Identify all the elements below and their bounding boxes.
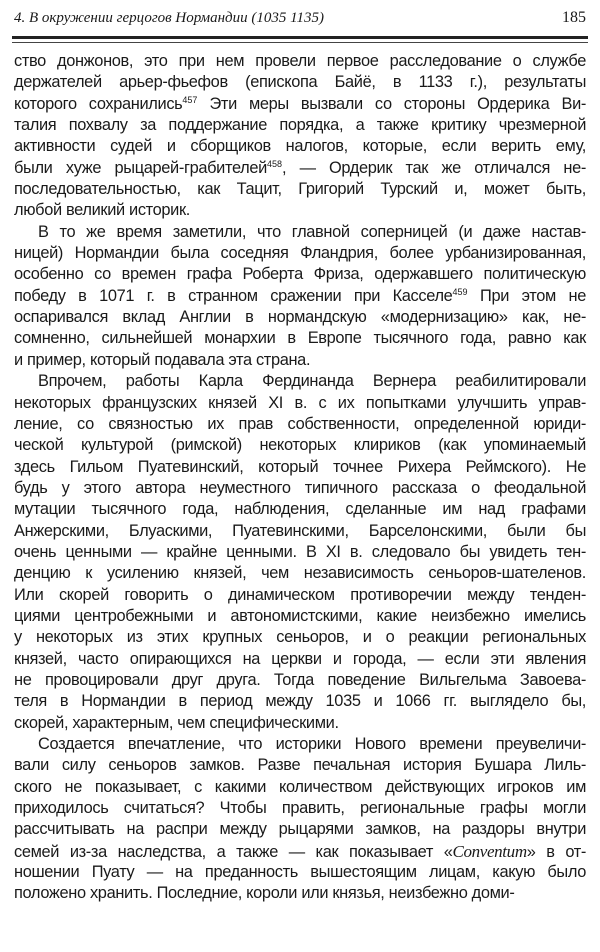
- paragraph: [14, 222, 586, 371]
- text-segment: не провоцировали друг друга. Тогда поведение Вильгельма Завоева-: [14, 670, 586, 689]
- text-line: [14, 627, 586, 648]
- page-number: 185: [562, 9, 586, 26]
- text-segment: ношении Пуату — на преданность вышестоящим лицам, какую было: [14, 863, 586, 882]
- text-segment: ство донжонов, это при нем провели первое расследование о службе: [14, 52, 586, 70]
- text-segment: приходилось считаться? Чтобы править, региональные графы могли: [14, 799, 586, 818]
- text-line: [14, 499, 586, 520]
- text-segment: циями центробежными и автономистскими, какие неизбежно имелись: [14, 606, 586, 625]
- text-line: [14, 734, 586, 755]
- text-line: [14, 755, 586, 776]
- text-line: [14, 841, 586, 862]
- running-header: [14, 8, 586, 32]
- text-segment: любой великий историк.: [14, 201, 191, 220]
- text-segment: некоторых французских князей XI в. с их попытками улучшить управ-: [14, 393, 586, 412]
- text-segment: сомненно, сильнейшей монархии в Европе тысячного года, равно как: [14, 329, 586, 348]
- text-line: [14, 51, 586, 72]
- text-segment: мутации тысячного года, наблюдения, сделанные им над графами: [14, 500, 586, 519]
- header-rule-thick: [12, 36, 588, 39]
- text-segment: денцию к усилению князей, чем независимость сеньоров-шателенов.: [14, 564, 586, 583]
- text-segment: ницей) Нормандии была соседняя Фландрия, более урбанизированная,: [14, 244, 586, 263]
- text-line: [14, 94, 586, 115]
- text-line: [14, 158, 586, 179]
- footnote-ref: 459: [452, 286, 468, 297]
- text-segment: держателей арьер-фьефов (епископа Байё, в 1133 г.), результаты: [14, 73, 586, 92]
- text-line: [14, 819, 586, 840]
- text-segment: Анжерскими, Блуаскими, Пуатевинскими, Барселонскими, были бы: [14, 521, 586, 540]
- text-segment: » в от-: [526, 842, 586, 861]
- text-line: [14, 883, 586, 904]
- text-line: [14, 200, 586, 221]
- text-line: [14, 307, 586, 328]
- body-text: [14, 51, 586, 905]
- footnote-ref: 457: [182, 94, 198, 105]
- text-segment: здесь Гильом Пуатевинский, который точнее Рихера Реймского). Не: [14, 457, 586, 476]
- chapter-title: 4. В окружении герцогов Нормандии (1035 1135): [14, 10, 324, 26]
- text-segment: скорей, характерным, чем специфическими.: [14, 713, 339, 732]
- text-line: [14, 136, 586, 157]
- text-segment: очень ценными — крайне ценными. В XI в. следовало бы увидеть тен-: [14, 542, 586, 561]
- text-line: [14, 457, 586, 478]
- text-line: [14, 862, 586, 883]
- text-line: [14, 179, 586, 200]
- text-segment: положено хранить. Последние, короли или князья, неизбежно доми-: [14, 884, 515, 903]
- text-line: [14, 414, 586, 435]
- text-line: [14, 542, 586, 563]
- text-line: [14, 264, 586, 285]
- text-segment: будь у этого автора неуместного типичного рассказа о феодальной: [14, 478, 586, 497]
- text-segment: Или скорей говорить о динамическом противоречии между тенден-: [14, 585, 586, 604]
- text-segment: талия похвалу за поддержание порядка, а также критику чрезмерной: [14, 116, 586, 135]
- text-line: [14, 649, 586, 670]
- text-segment: ческой культурой (римской) некоторых клириков (как упоминаемый: [14, 436, 586, 455]
- text-line: [14, 115, 586, 136]
- text-line: [14, 521, 586, 542]
- text-segment: оспаривался вклад Англии в нормандскую «модернизацию» как, не-: [14, 308, 586, 327]
- text-line: [14, 286, 586, 307]
- text-line: [14, 563, 586, 584]
- text-segment: В то же время заметили, что главной соперницей (и даже настав-: [38, 222, 586, 241]
- text-segment: активности судей и сборщиков налогов, которые, если верить ему,: [14, 137, 586, 156]
- paragraph: [14, 371, 586, 734]
- text-line: [14, 691, 586, 712]
- text-segment: у некоторых из этих крупных сеньоров, и о реакции региональных: [14, 628, 586, 647]
- text-segment: Эти меры вызвали со стороны Ордерика Ви-: [197, 94, 586, 113]
- text-segment: , — Ордерик так же отличался не-: [281, 158, 586, 177]
- text-line: [14, 798, 586, 819]
- text-segment: ского не показывает, с какими количеством действующих игроков им: [14, 777, 586, 796]
- text-line: [14, 328, 586, 349]
- text-line: [14, 393, 586, 414]
- text-line: [14, 606, 586, 627]
- text-segment: особенно со времен графа Роберта Фриза, одержавшего политическую: [14, 265, 586, 284]
- text-line: [14, 478, 586, 499]
- text-line: [14, 72, 586, 93]
- text-segment: последовательностью, как Тацит, Григорий Турский и, может быть,: [14, 180, 586, 199]
- header-rule-thin: [12, 42, 588, 43]
- text-segment: При этом не: [467, 286, 586, 305]
- text-segment: ление, со связностью их прав собственности, определенной юриди-: [14, 414, 586, 433]
- text-segment: князей, часто опирающихся на церкви и города, — если эти явления: [14, 649, 586, 668]
- text-segment: были хуже рыцарей-грабителей: [14, 158, 267, 177]
- text-segment: теля в Нормандии в период между 1035 и 1066 гг. выглядело бы,: [14, 692, 586, 711]
- text-segment: Создается впечатление, что историки Нового времени преувеличи-: [38, 735, 586, 753]
- text-segment: рассчитывать на распри между рыцарями замков, на раздоры внутри: [14, 820, 586, 839]
- text-line: [14, 243, 586, 264]
- text-segment: Впрочем, работы Карла Фердинанда Вернера реабилитировали: [38, 372, 586, 391]
- text-segment: вали силу сеньоров замков. Разве печальная история Бушара Лиль-: [14, 756, 586, 775]
- text-segment: которого сохранились: [14, 94, 183, 113]
- text-line: [14, 435, 586, 456]
- text-line: [14, 670, 586, 691]
- text-line: [14, 371, 586, 392]
- text-segment: семей из-за наследства, а также — как показывает «: [14, 842, 453, 861]
- text-line: [14, 350, 586, 371]
- text-segment: победу в 1071 г. в странном сражении при Касселе: [14, 286, 453, 305]
- paragraph: [14, 734, 586, 905]
- footnote-ref: 458: [266, 158, 282, 169]
- text-line: [14, 585, 586, 606]
- text-line: [14, 777, 586, 798]
- text-line: [14, 713, 586, 734]
- paragraph: [14, 51, 586, 222]
- text-segment: и пример, который подавала эта страна.: [14, 350, 311, 369]
- italic-term: Conventum: [452, 841, 527, 861]
- text-line: [14, 222, 586, 243]
